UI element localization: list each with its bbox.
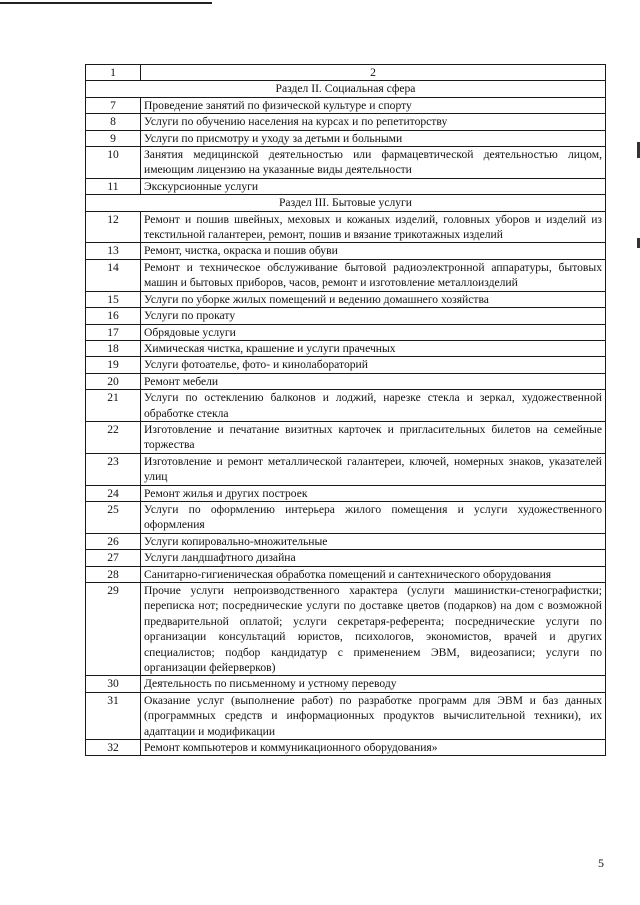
table-row — [86, 324, 606, 340]
table-row — [86, 211, 606, 243]
table-row — [86, 147, 606, 179]
row-text: Химическая чистка, крашение и услуги прачечных — [141, 340, 606, 356]
services-table — [85, 64, 606, 756]
row-number: 27 — [86, 550, 141, 566]
section-row — [86, 195, 606, 211]
row-text: Ремонт жилья и других построек — [141, 485, 606, 501]
row-text: Изготовление и ремонт металлической галантереи, ключей, номерных знаков, указателей улиц — [141, 453, 606, 485]
header-col-2: 2 — [141, 65, 606, 81]
row-number: 8 — [86, 114, 141, 130]
row-text: Прочие услуги непроизводственного характера (услуги машинистки-стенографистки; переписка нот; посреднические услуги по доставке цветов (подарков) на дом с возможной предварительной оплатой; услуги секретаря-референта; посреднические услуги по организации консультаций юристов, психологов, экономистов, врачей и других специалистов; подбор кандидатур с применением ЭВМ, видеозаписи; услуги по организации фейерверков) — [141, 583, 606, 676]
row-text: Услуги по остеклению балконов и лоджий, нарезке стекла и зеркал, художественной обработке стекла — [141, 390, 606, 422]
table-row — [86, 97, 606, 113]
row-number: 22 — [86, 421, 141, 453]
row-text: Ремонт и пошив швейных, меховых и кожаных изделий, головных уборов и изделий из текстильной галантереи, ремонт, пошив и вязание трикотажных изделий — [141, 211, 606, 243]
row-number: 18 — [86, 340, 141, 356]
row-number: 9 — [86, 130, 141, 146]
row-number: 30 — [86, 676, 141, 692]
row-number: 25 — [86, 501, 141, 533]
table-row — [86, 485, 606, 501]
table-row — [86, 178, 606, 194]
row-number: 20 — [86, 373, 141, 389]
table-row — [86, 453, 606, 485]
table-row — [86, 308, 606, 324]
row-text: Обрядовые услуги — [141, 324, 606, 340]
table-row — [86, 421, 606, 453]
row-text: Ремонт компьютеров и коммуникационного оборудования» — [141, 740, 606, 756]
row-text: Услуги по обучению населения на курсах и по репетиторству — [141, 114, 606, 130]
row-text: Занятия медицинской деятельностью или фармацевтической деятельностью лицом, имеющим лицензию на указанные виды деятельности — [141, 147, 606, 179]
table-row — [86, 566, 606, 582]
top-rule — [0, 2, 212, 4]
table-row — [86, 373, 606, 389]
row-text: Услуги по уборке жилых помещений и ведению домашнего хозяйства — [141, 291, 606, 307]
row-number: 31 — [86, 692, 141, 739]
table-row — [86, 130, 606, 146]
row-text: Ремонт и техническое обслуживание бытовой радиоэлектронной аппаратуры, бытовых машин и бытовых приборов, часов, ремонт и изготовление металлоизделий — [141, 259, 606, 291]
row-text: Санитарно-гигиеническая обработка помещений и сантехнического оборудования — [141, 566, 606, 582]
table-row — [86, 114, 606, 130]
section-row — [86, 81, 606, 97]
page-number: 5 — [598, 856, 604, 870]
row-number: 32 — [86, 740, 141, 756]
table-row — [86, 501, 606, 533]
header-col-1: 1 — [86, 65, 141, 81]
row-number: 17 — [86, 324, 141, 340]
row-number: 19 — [86, 357, 141, 373]
row-text: Ремонт мебели — [141, 373, 606, 389]
table-row — [86, 583, 606, 676]
row-text: Изготовление и печатание визитных карточек и пригласительных билетов на семейные торжества — [141, 421, 606, 453]
section-title: Раздел III. Бытовые услуги — [86, 195, 606, 211]
row-text: Услуги по присмотру и уходу за детьми и больными — [141, 130, 606, 146]
row-number: 28 — [86, 566, 141, 582]
table-row — [86, 357, 606, 373]
section-title: Раздел II. Социальная сфера — [86, 81, 606, 97]
table-row — [86, 390, 606, 422]
table-row — [86, 291, 606, 307]
row-text: Услуги ландшафтного дизайна — [141, 550, 606, 566]
row-number: 24 — [86, 485, 141, 501]
row-number: 15 — [86, 291, 141, 307]
table-row — [86, 550, 606, 566]
row-text: Услуги по прокату — [141, 308, 606, 324]
row-text: Деятельность по письменному и устному переводу — [141, 676, 606, 692]
row-text: Ремонт, чистка, окраска и пошив обуви — [141, 243, 606, 259]
row-number: 10 — [86, 147, 141, 179]
row-number: 23 — [86, 453, 141, 485]
table-row — [86, 676, 606, 692]
row-text: Проведение занятий по физической культуре и спорту — [141, 97, 606, 113]
table-row — [86, 692, 606, 739]
table-row — [86, 259, 606, 291]
row-text: Оказание услуг (выполнение работ) по разработке программ для ЭВМ и баз данных (программных средств и информационных продуктов вычислительной техники), их адаптации и модификации — [141, 692, 606, 739]
row-number: 16 — [86, 308, 141, 324]
header-row — [86, 65, 606, 81]
row-text: Экскурсионные услуги — [141, 178, 606, 194]
row-number: 29 — [86, 583, 141, 676]
row-number: 7 — [86, 97, 141, 113]
row-text: Услуги копировально-множительные — [141, 533, 606, 549]
table-row — [86, 740, 606, 756]
table-row — [86, 533, 606, 549]
table-row — [86, 340, 606, 356]
row-number: 21 — [86, 390, 141, 422]
row-number: 26 — [86, 533, 141, 549]
row-text: Услуги по оформлению интерьера жилого помещения и услуги художественного оформления — [141, 501, 606, 533]
table-row — [86, 243, 606, 259]
row-number: 13 — [86, 243, 141, 259]
row-number: 12 — [86, 211, 141, 243]
row-text: Услуги фотоателье, фото- и кинолабораторий — [141, 357, 606, 373]
row-number: 14 — [86, 259, 141, 291]
row-number: 11 — [86, 178, 141, 194]
